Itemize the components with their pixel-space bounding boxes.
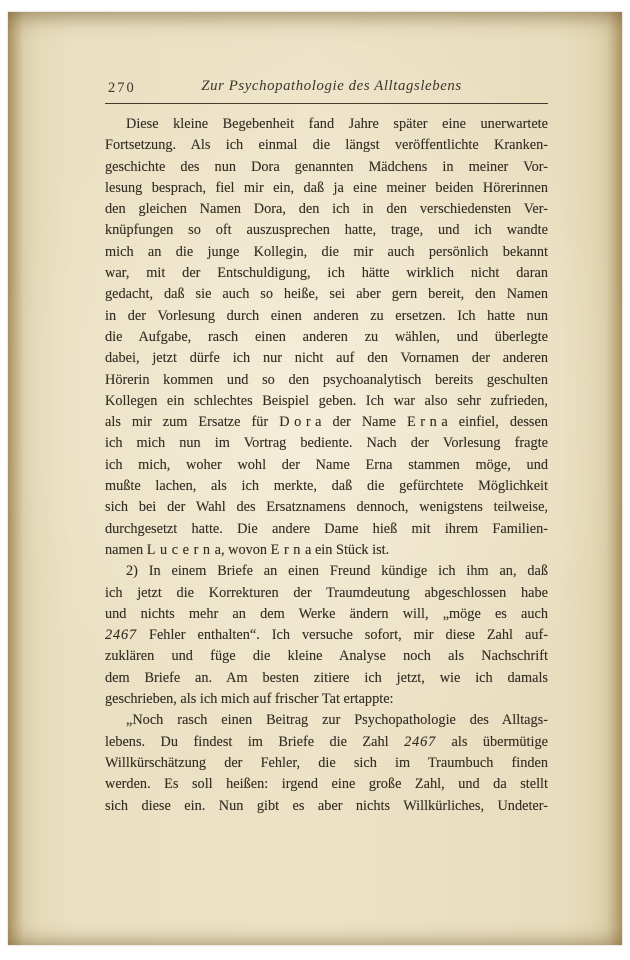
text-line: Willkürschätzung der Fehler, die sich im Traumbuch finden bbox=[105, 754, 548, 771]
text-line: gedacht, daß sie auch so heiße, sei aber gern bereit, den Namen bbox=[105, 286, 548, 303]
text-line: ich jetzt die Korrekturen der Traumdeutung abgeschlossen habe bbox=[105, 584, 548, 601]
text-line: geschrieben, als ich mich auf frischer Tat ertappte: bbox=[105, 691, 394, 708]
text-line: sich bei der Wahl des Ersatznamens dennoch, wenigstens teilweise, bbox=[105, 499, 548, 516]
text-line: knüpfungen so oft auszusprechen hatte, trage, und ich wandte bbox=[105, 222, 548, 239]
text-line: „Noch rasch einen Beitrag zur Psychopathologie des Alltags- bbox=[126, 712, 548, 729]
text-line: lesung besprach, fiel mir ein, daß ja eine meiner beiden Hörerinnen bbox=[105, 179, 548, 196]
paper-sheet bbox=[8, 12, 622, 945]
text-line: war, mit der Entschuldigung, ich hätte wirklich nicht daran bbox=[105, 265, 548, 282]
text-line: mich an die junge Kollegin, die mir auch persönlich bekannt bbox=[105, 243, 548, 260]
text-line: lebens. Du findest im Briefe die Zahl 2467 als übermütige bbox=[105, 733, 548, 750]
text-line: Hörerin kommen und so den psychoanalytisch bereits geschulten bbox=[105, 371, 548, 388]
text-line: sich diese ein. Nun gibt es aber nichts Willkürliches, Undeter- bbox=[105, 797, 548, 814]
text-line: ich mich nun im Vortrag bediente. Nach der Vorlesung fragte bbox=[105, 435, 548, 452]
text-line: geschichte des nun Dora genannten Mädchens in meiner Vor- bbox=[105, 158, 548, 175]
running-head bbox=[105, 78, 548, 100]
text-line: Fortsetzung. Als ich einmal die längst veröffentlichte Kranken- bbox=[105, 137, 548, 154]
text-line: zuklären und füge die kleine Analyse noch als Nachschrift bbox=[105, 648, 548, 665]
text-line: mußte lachen, als ich merkte, daß die gefürchtete Möglichkeit bbox=[105, 478, 548, 495]
text-line: in der Vorlesung durch einen anderen zu ersetzen. Ich hatte nun bbox=[105, 307, 548, 324]
text-line: und nichts mehr an dem Werke ändern will, „möge es auch bbox=[105, 605, 548, 622]
text-line: dem Briefe an. Am besten zitiere ich jetzt, wie ich damals bbox=[105, 669, 548, 686]
text-line: ich mich, woher wohl der Name Erna stammen möge, und bbox=[105, 456, 548, 473]
text-line: Kollegen ein schlechtes Beispiel geben. Ich war also sehr zufrieden, bbox=[105, 392, 548, 409]
page-number: 270 bbox=[108, 80, 136, 96]
text-line: werden. Es soll heißen: irgend eine große Zahl, und da stellt bbox=[105, 776, 548, 793]
text-line: 2) In einem Briefe an einen Freund kündige ich ihm an, daß bbox=[126, 563, 548, 580]
text-line: als mir zum Ersatze für Dora der Name Erna einfiel, dessen bbox=[105, 414, 548, 431]
text-line: durchgesetzt hatte. Die andere Dame hieß mit ihrem Familien- bbox=[105, 520, 548, 537]
text-line: 2467 Fehler enthalten“. Ich versuche sofort, mir diese Zahl auf- bbox=[105, 627, 548, 644]
text-line: Diese kleine Begebenheit fand Jahre später eine unerwartete bbox=[126, 116, 548, 132]
header-rule bbox=[105, 103, 548, 104]
text-column bbox=[105, 78, 548, 817]
text-line: die Aufgabe, rasch einen anderen zu wählen, und überlegte bbox=[105, 328, 548, 345]
body-text bbox=[105, 114, 548, 817]
text-line: dabei, jetzt dürfe ich nur nicht auf den Vornamen der anderen bbox=[105, 350, 548, 367]
text-line: den gleichen Namen Dora, den ich in den verschiedensten Ver- bbox=[105, 201, 548, 218]
header-title: Zur Psychopathologie des Alltagslebens bbox=[201, 78, 462, 94]
text-line: namen Lucerna, wovon Erna ein Stück ist. bbox=[105, 541, 390, 558]
